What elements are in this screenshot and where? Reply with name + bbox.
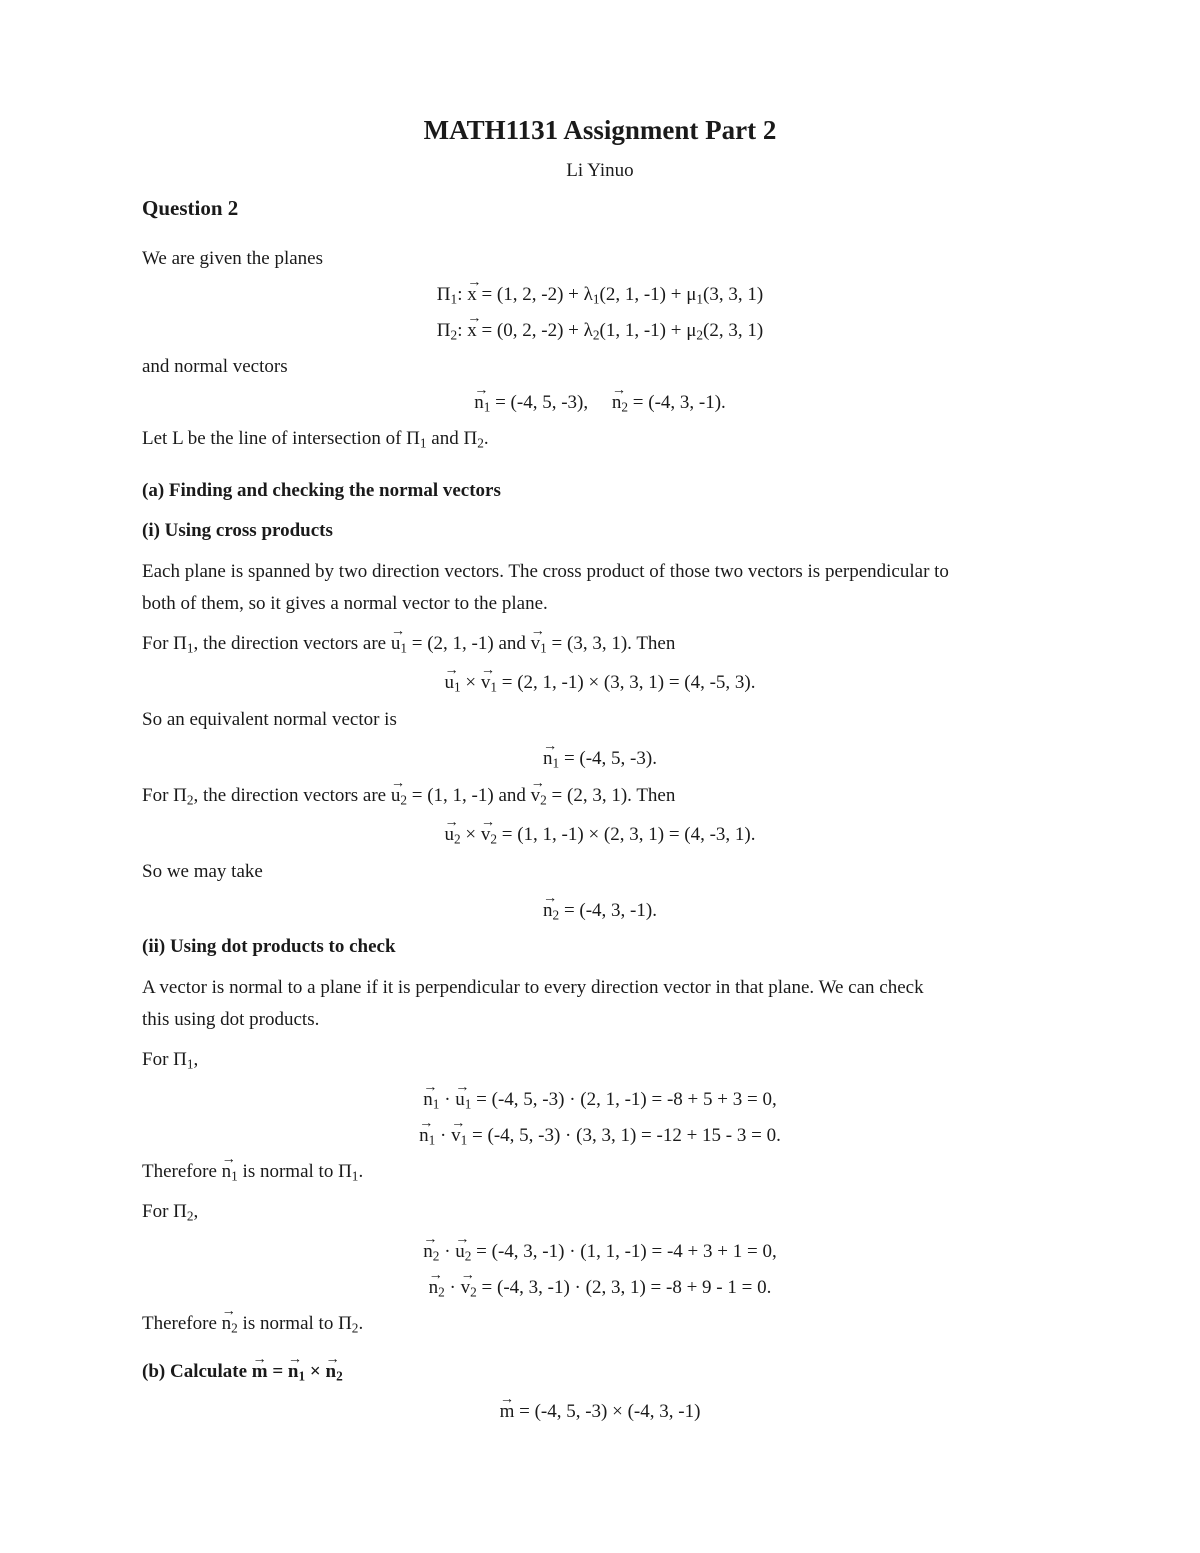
cross-product-paragraph-line2: both of them, so it gives a normal vector to the plane. — [142, 593, 548, 614]
plane1-equation: $\Pi_1$: → x = (1, 2, $-2) + \lambda_1(2$, 1, $-1) + \mu_1(3$, 3, 1) — [0, 284, 1200, 306]
plane1-directions: For $\Pi_1$, the direction vectors are → $u_1 = (2$, 1, -1) and → $v_1 = (3$, 3, 1). Then — [142, 633, 675, 655]
normals-intro: and normal vectors — [142, 356, 288, 377]
plane2-cross-product: → $u_2$ × → $v_2 = (1$, 1, -1) × (2, 3, 1) = (4, -3, 1). — [0, 824, 1200, 846]
equivalent-normal-text: So an equivalent normal vector is — [142, 709, 397, 730]
dot-product-2: → $n_1$ · → $v_1 = (-4$, 5, -3) · (3, 3, 1) = -12 + 15 - 3 = 0. — [0, 1125, 1200, 1147]
normal-vectors: → $n_1 = (-4$, 5, -3), → $n_2 = (-4$, 3, -1). — [0, 392, 1200, 414]
dot-product-1: → $n_1$ · → $u_1 = (-4$, 5, -3) · (2, 1, -1) = -8 + 5 + 3 = 0, — [0, 1089, 1200, 1111]
for-plane1-text: For $\Pi_1$, — [142, 1049, 199, 1072]
document-title: MATH1131 Assignment Part 2 — [423, 115, 777, 145]
part-b-heading: (b) Calculate → m = → $n_1$ × → $n_2$ — [142, 1361, 343, 1383]
dot-product-paragraph-line1: A vector is normal to a plane if it is perpendicular to every direction vector in that plane. We can check — [142, 977, 924, 998]
line-definition: Let L be the line of intersection of $\Pi_1$ and $\Pi_2$. — [142, 428, 489, 451]
part-a-i-heading: (i) Using cross products — [142, 520, 333, 541]
dot-product-paragraph-line2: this using dot products. — [142, 1009, 320, 1030]
dot-product-4: → $n_2$ · → $v_2 = (-4$, 3, -1) · (2, 3, 1) = -8 + 9 - 1 = 0. — [0, 1277, 1200, 1299]
take-normal-text: So we may take — [142, 861, 263, 882]
m-vector-equation: → m = (-4, 5, -3) × (-4, 3, -1) — [0, 1401, 1200, 1423]
plane2-directions: For $\Pi_2$, the direction vectors are → $u_2 = (1$, 1, -1) and → $v_2 = (2$, 3, 1). Then — [142, 785, 675, 807]
therefore-plane1: Therefore → $n_1$ is normal to $\Pi_1$. — [142, 1161, 363, 1183]
plane2-normal: → $n_2 = (-4$, 3, -1). — [0, 900, 1200, 922]
plane1-normal: → $n_1 = (-4$, 5, -3). — [0, 748, 1200, 770]
author-name: Li Yinuo — [566, 160, 634, 181]
cross-product-paragraph-line1: Each plane is spanned by two direction vectors. The cross product of those two vectors is perpendicular to — [142, 561, 949, 582]
dot-product-3: → $n_2$ · → $u_2 = (-4$, 3, -1) · (1, 1, -1) = -4 + 3 + 1 = 0, — [0, 1241, 1200, 1263]
part-a-heading: (a) Finding and checking the normal vectors — [142, 480, 501, 501]
for-plane2-text: For $\Pi_2$, — [142, 1201, 199, 1224]
question-heading: Question 2 — [142, 196, 239, 220]
therefore-plane2: Therefore → $n_2$ is normal to $\Pi_2$. — [142, 1313, 363, 1335]
plane1-cross-product: → $u_1$ × → $v_1 = (2$, 1, -1) × (3, 3, 1) = (4, -5, 3). — [0, 672, 1200, 694]
plane2-equation: $\Pi_2$: → x = (0, 2, $-2) + \lambda_2(1$, 1, $-1) + \mu_2(2$, 3, 1) — [0, 320, 1200, 342]
intro-text: We are given the planes — [142, 248, 324, 269]
part-a-ii-heading: (ii) Using dot products to check — [142, 936, 396, 957]
